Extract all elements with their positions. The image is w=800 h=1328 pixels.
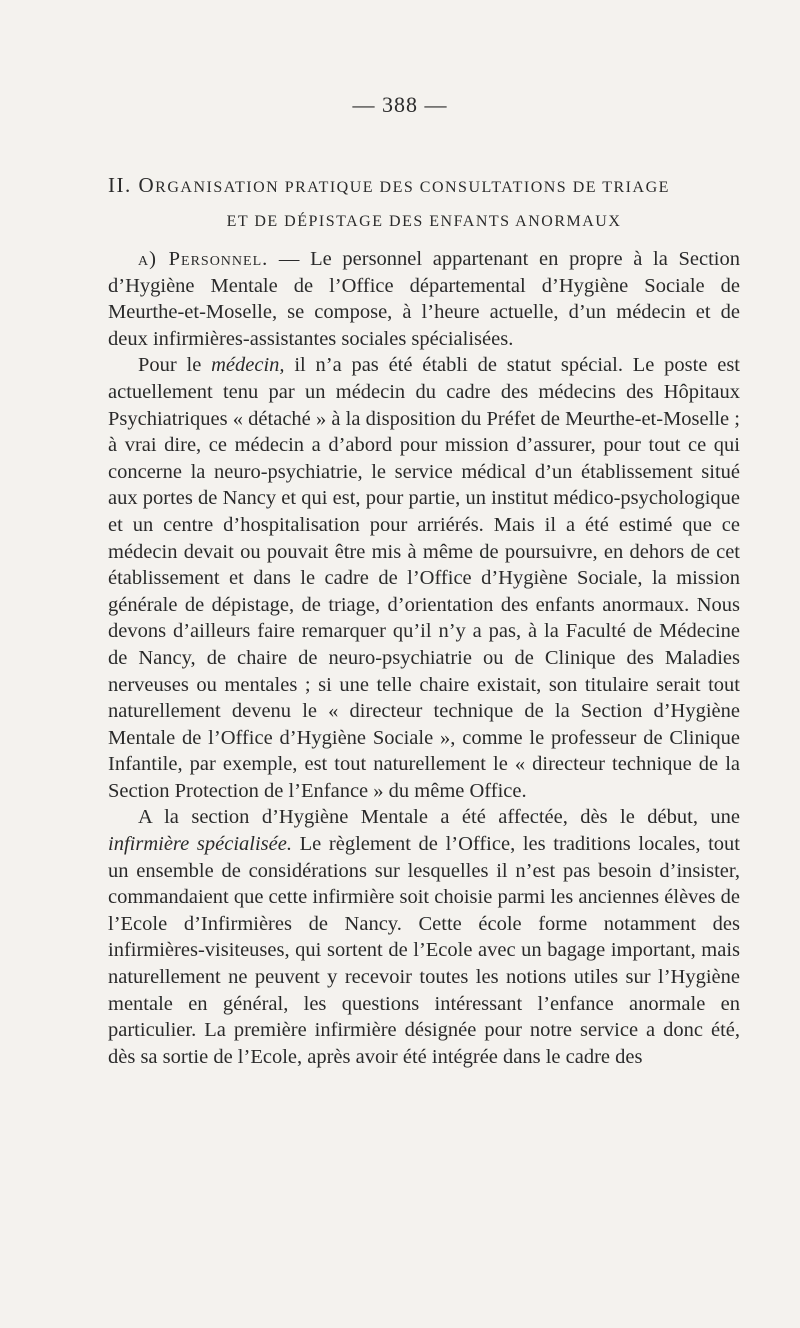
paragraph-medecin [108, 352, 740, 804]
section-heading-initial: II. O [108, 173, 156, 197]
section-heading-line-1-rest: RGANISATION PRATIQUE DES CONSULTATIONS DE TRIAGE [155, 179, 670, 196]
page-number: — 388 — [352, 92, 448, 117]
paragraph-label: a) Personnel. [138, 248, 269, 270]
section-heading [108, 168, 740, 239]
paragraph-text: — Le personnel appartenant en propre à la Section d’Hygiène Mentale de l’Office départemental d’Hygiène Sociale de Meurthe-et-Moselle, se compose, à l’heure actuelle, d’un médecin et de deux infirmières-assistantes sociales spécialisées. [108, 248, 740, 350]
paragraph-text-after: Le règlement de l’Office, les traditions locales, tout un ensemble de considérations sur lesquelles il n’est pas besoin d’insister, commandaient que cette infirmière soit choisie parmi les anciennes élèves de l’Ecole d’Infirmières de Nancy. Cette école forme notamment des infirmières-visiteuses, qui sortent de l’Ecole avec un bagage important, mais naturellement ne peuvent y recevoir toutes les notions utiles sur l’Hygiène mentale en général, les questions intéressant l’enfance anormale en particulier. La première infirmière désignée pour notre service a donc été, dès sa sortie de l’Ecole, après avoir été intégrée dans le cadre des [108, 833, 740, 1068]
section-heading-line-1 [108, 168, 740, 205]
section-heading-line-2: ET DE DÉPISTAGE DES ENFANTS ANORMAUX [226, 213, 622, 230]
paragraph-text-after: il n’a pas été établi de statut spécial. Le poste est actuellement tenu par un médecin du cadre des médecins des Hôpitaux Psychiatriques « détaché » à la disposition du Préfet de Meurthe-et-Moselle ; à vrai dire, ce médecin a d’abord pour mission d’assurer, pour tout ce qui concerne la neuro-psychiatrie, le service médical d’un établissement situé aux portes de Nancy et qui est, pour partie, un institut médico-psychologique et un centre d’hospitalisation pour arriérés. Mais il a été estimé que ce médecin devait ou pouvait être mis à même de poursuivre, en dehors de cet établissement et dans le cadre de l’Office d’Hygiène Sociale, la mission générale de dépistage, de triage, d’orientation des enfants anormaux. Nous devons d’ailleurs faire remarquer qu’il n’y a pas, à la Faculté de Médecine de Nancy, de chaire de neuro-psychiatrie ou de Clinique des Maladies nerveuses ou mentales ; si une telle chaire existait, son titulaire serait tout naturellement devenu le « directeur technique de la Section d’Hygiène Mentale de l’Office d’Hygiène Sociale », comme le professeur de Clinique Infantile, par exemple, est tout naturellement le « directeur technique de la Section Protection de l’Enfance » du même Office. [108, 354, 740, 802]
paragraph-emphasis: médecin, [211, 354, 285, 377]
paragraph-text-before: Pour le [138, 354, 212, 377]
body-text [108, 246, 740, 1070]
paragraph-personnel [108, 246, 740, 352]
paragraph-infirmiere [108, 804, 740, 1070]
paragraph-emphasis: infirmière spécialisée. [108, 833, 292, 856]
paragraph-text-before: A la section d’Hygiène Mentale a été affectée, dès le début, une [138, 806, 740, 829]
